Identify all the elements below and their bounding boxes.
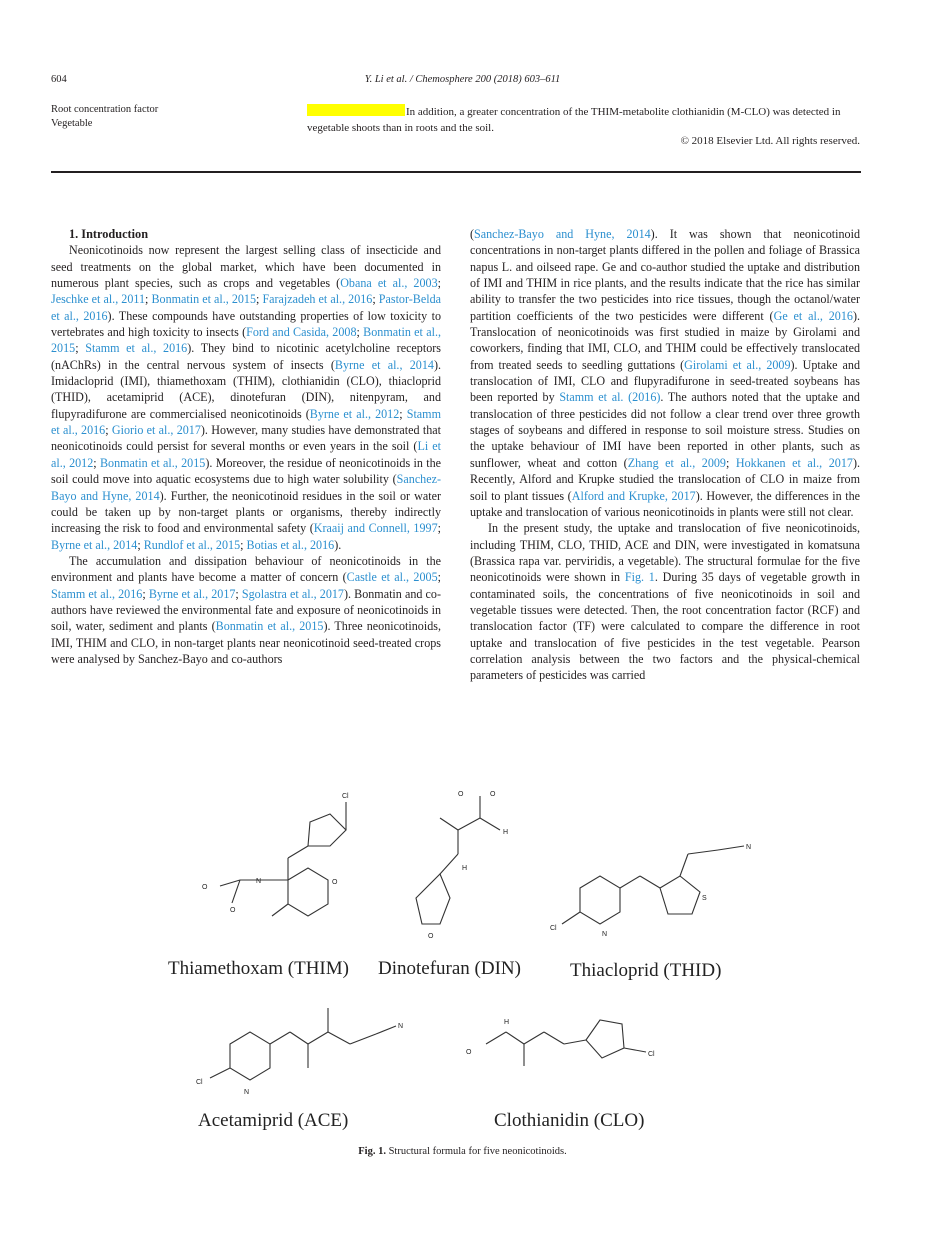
figure-label-thim: Thiamethoxam (THIM) (168, 958, 349, 979)
citation-link[interactable]: Kraaij and Connell, 1997 (313, 521, 438, 536)
clothianidin-structure (466, 1019, 655, 1066)
svg-text:H: H (462, 865, 468, 872)
citation-link[interactable]: Jeschke et al., 2011 (51, 292, 146, 307)
citation-link[interactable]: Girolami et al., 2009 (684, 357, 791, 372)
keyword: Vegetable (51, 118, 93, 129)
svg-text:H: H (503, 829, 509, 836)
figure-label-thid: Thiacloprid (THID) (570, 960, 722, 981)
citation-link[interactable]: Fig. 1 (624, 570, 655, 585)
svg-text:O: O (490, 791, 496, 798)
citation-link[interactable]: Obana et al., 2003 (340, 276, 438, 291)
svg-text:O: O (332, 879, 338, 886)
citation-link[interactable]: Sgolastra et al., 2017 (241, 586, 344, 601)
svg-text:O: O (466, 1049, 472, 1056)
paragraph: The accumulation and dissipation behaviour of neonicotinoids in the environment and plants have become a matter of concern (Castle et al., 2005; Stamm et al., 2016; Byrne et al., 2017; Sgolastra et al., 2017). Bonmatin and co-authors have reviewed the environmental fate and exposure of neonicotinoids in soil, water, sediment and plants (Bonmatin et al., 2015). Three neonicotinoids, IMI, THIM and CLO, in non-target plants near neonicotinoid seed-treated crops were analysed by Sanchez-Bayo and co-authors (51, 553, 441, 666)
citation-link[interactable]: Stamm et al., 2016 (85, 341, 188, 356)
acetamiprid-structure (196, 1008, 403, 1096)
citation-link[interactable]: Byrne et al., 2014 (51, 537, 138, 552)
keywords (51, 103, 158, 131)
svg-text:Cl: Cl (648, 1051, 655, 1058)
thiacloprid-structure (550, 844, 751, 938)
svg-text:N: N (256, 878, 262, 885)
svg-text:N: N (244, 1089, 250, 1096)
svg-text:O: O (458, 791, 464, 798)
thiamethoxam-structure (202, 793, 349, 916)
figure-label-din: Dinotefuran (DIN) (378, 958, 521, 979)
structural-formula-figure (140, 758, 780, 1138)
paragraph: In the present study, the uptake and translocation of five neonicotinoids, including THIM, CLO, THID, ACE and DIN, were investigated in komatsuna (Brassica rapa var. perviridis, a vegetable). The structural formulae for the five neonicotinoids were shown in Fig. 1. During 35 days of vegetable growth in contaminated soils, the concentrations of five neonicotinoids in soil and vegetable tissues were detected. Then, the root concentration factor (RCF) and translocation factor (TF) were calculated to compare the difference in root uptake and translocation of five pesticides in the test vegetable. Pearson correlation analysis between the two factors and the physical-chemical parameters of pesticides was carried (470, 521, 860, 683)
paragraph: (Sanchez-Bayo and Hyne, 2014). It was shown that neonicotinoid concentrations in non-target plants differed in the pollen and foliage of Brassica napus L. and oilseed rape. Ge and co-author studied the uptake and distribution of IMI and THIM in rice plants, and the results indicate that the rice has similar ability to transfer the two pesticides into rice tissues, though the octanol/water partition coefficients of the two pesticides were different (Ge et al., 2016). Translocation of neonicotinoids was first studied in maize by Girolami and coworkers, finding that IMI, CLO, and THIM could be effectively translocated from treated seeds to seedling guttations (Girolami et al., 2009). Uptake and translocation of IMI, CLO and flupyradifurone in seed-treated soybeans has been reported by Stamm et al. (2016). The authors noted that the uptake and translocation of three pesticides did not follow a clear trend over three growth stages of soybeans and differed in response to soil moisture stress. Studies on the uptake behaviour of IMI have been reported in other plants, such as sunflower, wheat and cotton (Zhang et al., 2009; Hokkanen et al., 2017). Recently, Alford and Krupke studied the translocation of CLO in maize from soil to plant tissues (Alford and Krupke, 2017). However, the differences in the uptake and translocation of various neonicotinoids in plants were still not clear. (470, 227, 861, 519)
page-number: 604 (51, 74, 67, 85)
paragraph: Neonicotinoids now represent the largest selling class of insecticide and seed treatments on the global market, which have been documented in numerous plant species, such as crops and vegetables (Obana et al., 2003; Jeschke et al., 2011; Bonmatin et al., 2015; Farajzadeh et al., 2016; Pastor-Belda et al., 2016). These compounds have outstanding properties of low toxicity to vertebrates and high toxicity to insects (Ford and Casida, 2008; Bonmatin et al., 2015; Stamm et al., 2016). They bind to nicotinic acetylcholine receptors (nAChRs) in the central nervous system of insects (Byrne et al., 2014). Imidacloprid (IMI), thiamethoxam (THIM), clothianidin (CLO), thiacloprid (THID), acetamiprid (ACE), dinotefuran (DIN), nitenpyram, and flupyradifurone are commercialised neonicotinoids (Byrne et al., 2012; Stamm et al., 2016; Giorio et al., 2017). However, many studies have demonstrated that neonicotinoids could persist for several months or even years in the soil (Li et al., 2012; Bonmatin et al., 2015). Moreover, the residue of neonicotinoids in the soil could move into aquatic ecosystems due to high water solubility (Sanchez-Bayo and Hyne, 2014). Further, the neonicotinoid residues in the soil or water could be taken up by non-target plants or organisms, thereby indirectly increasing the risk to food and environmental safety (Kraaij and Connell, 1997; Byrne et al., 2014; Rundlof et al., 2015; Botias et al., 2016). (51, 243, 442, 552)
citation-link[interactable]: Sanchez-Bayo and Hyne, 2014 (51, 472, 441, 503)
citation-link[interactable]: Sanchez-Bayo and Hyne, 2014 (474, 227, 651, 241)
left-column (51, 226, 441, 667)
citation-link[interactable]: Stamm et al., 2016 (51, 586, 143, 601)
right-column (470, 226, 860, 684)
citation-link[interactable]: Hokkanen et al., 2017 (735, 455, 853, 470)
copyright: © 2018 Elsevier Ltd. All rights reserved. (680, 135, 860, 147)
citation-link[interactable]: Ge et al., 2016 (773, 308, 853, 323)
svg-text:O: O (230, 907, 236, 914)
citation-link[interactable]: Alford and Krupke, 2017 (571, 488, 696, 503)
citation-link[interactable]: Botias et al., 2016 (246, 537, 335, 552)
citation-link[interactable]: Byrne et al., 2012 (309, 406, 400, 421)
svg-text:O: O (428, 933, 434, 940)
svg-text:N: N (398, 1023, 404, 1030)
highlight-mark (307, 104, 405, 116)
citation-link[interactable]: Rundlof et al., 2015 (143, 537, 241, 552)
svg-text:N: N (602, 931, 608, 938)
citation-link[interactable]: Zhang et al., 2009 (627, 455, 726, 470)
citation-link[interactable]: Castle et al., 2005 (346, 570, 438, 585)
citation-link[interactable]: Stamm et al., 2016 (51, 406, 441, 438)
svg-text:Cl: Cl (196, 1079, 203, 1086)
citation-link[interactable]: Bonmatin et al., 2015 (51, 325, 441, 356)
divider (51, 171, 861, 173)
abstract-tail: In addition, a greater concentration of the THIM-metabolite clothianidin (M-CLO) was detected in vegetable shoots than in roots and the soil. (307, 106, 841, 134)
svg-text:S: S (702, 895, 707, 902)
citation-link[interactable]: Byrne et al., 2017 (148, 586, 236, 601)
citation-link[interactable]: Pastor-Belda et al., 2016 (51, 292, 441, 323)
svg-text:H: H (504, 1019, 510, 1026)
section-title: 1. Introduction (69, 227, 149, 241)
svg-text:N: N (746, 844, 752, 851)
citation-link[interactable]: Ford and Casida, 2008 (246, 325, 357, 340)
citation-link[interactable]: Byrne et al., 2014 (334, 357, 434, 372)
citation-link[interactable]: Li et al., 2012 (51, 439, 442, 470)
citation-link[interactable]: Giorio et al., 2017 (111, 423, 201, 438)
citation-link[interactable]: Bonmatin et al., 2015 (99, 455, 206, 470)
svg-text:Cl: Cl (550, 925, 557, 932)
citation-link[interactable]: Stamm et al. (2016) (559, 390, 661, 405)
citation-link[interactable]: Bonmatin et al., 2015 (151, 292, 257, 307)
svg-text:O: O (202, 884, 208, 891)
keyword: Root concentration factor (51, 104, 159, 115)
figure-label-ace: Acetamiprid (ACE) (198, 1110, 349, 1131)
svg-text:Cl: Cl (342, 793, 349, 800)
running-citation: Y. Li et al. / Chemosphere 200 (2018) 603–611 (364, 74, 561, 85)
citation-link[interactable]: Farajzadeh et al., 2016 (262, 292, 373, 307)
dinotefuran-structure (416, 791, 508, 940)
figure-caption: Fig. 1. Structural formula for five neonicotinoids. (358, 1146, 567, 1157)
figure-label-clo: Clothianidin (CLO) (494, 1110, 645, 1131)
citation-link[interactable]: Bonmatin et al., 2015 (215, 619, 324, 634)
